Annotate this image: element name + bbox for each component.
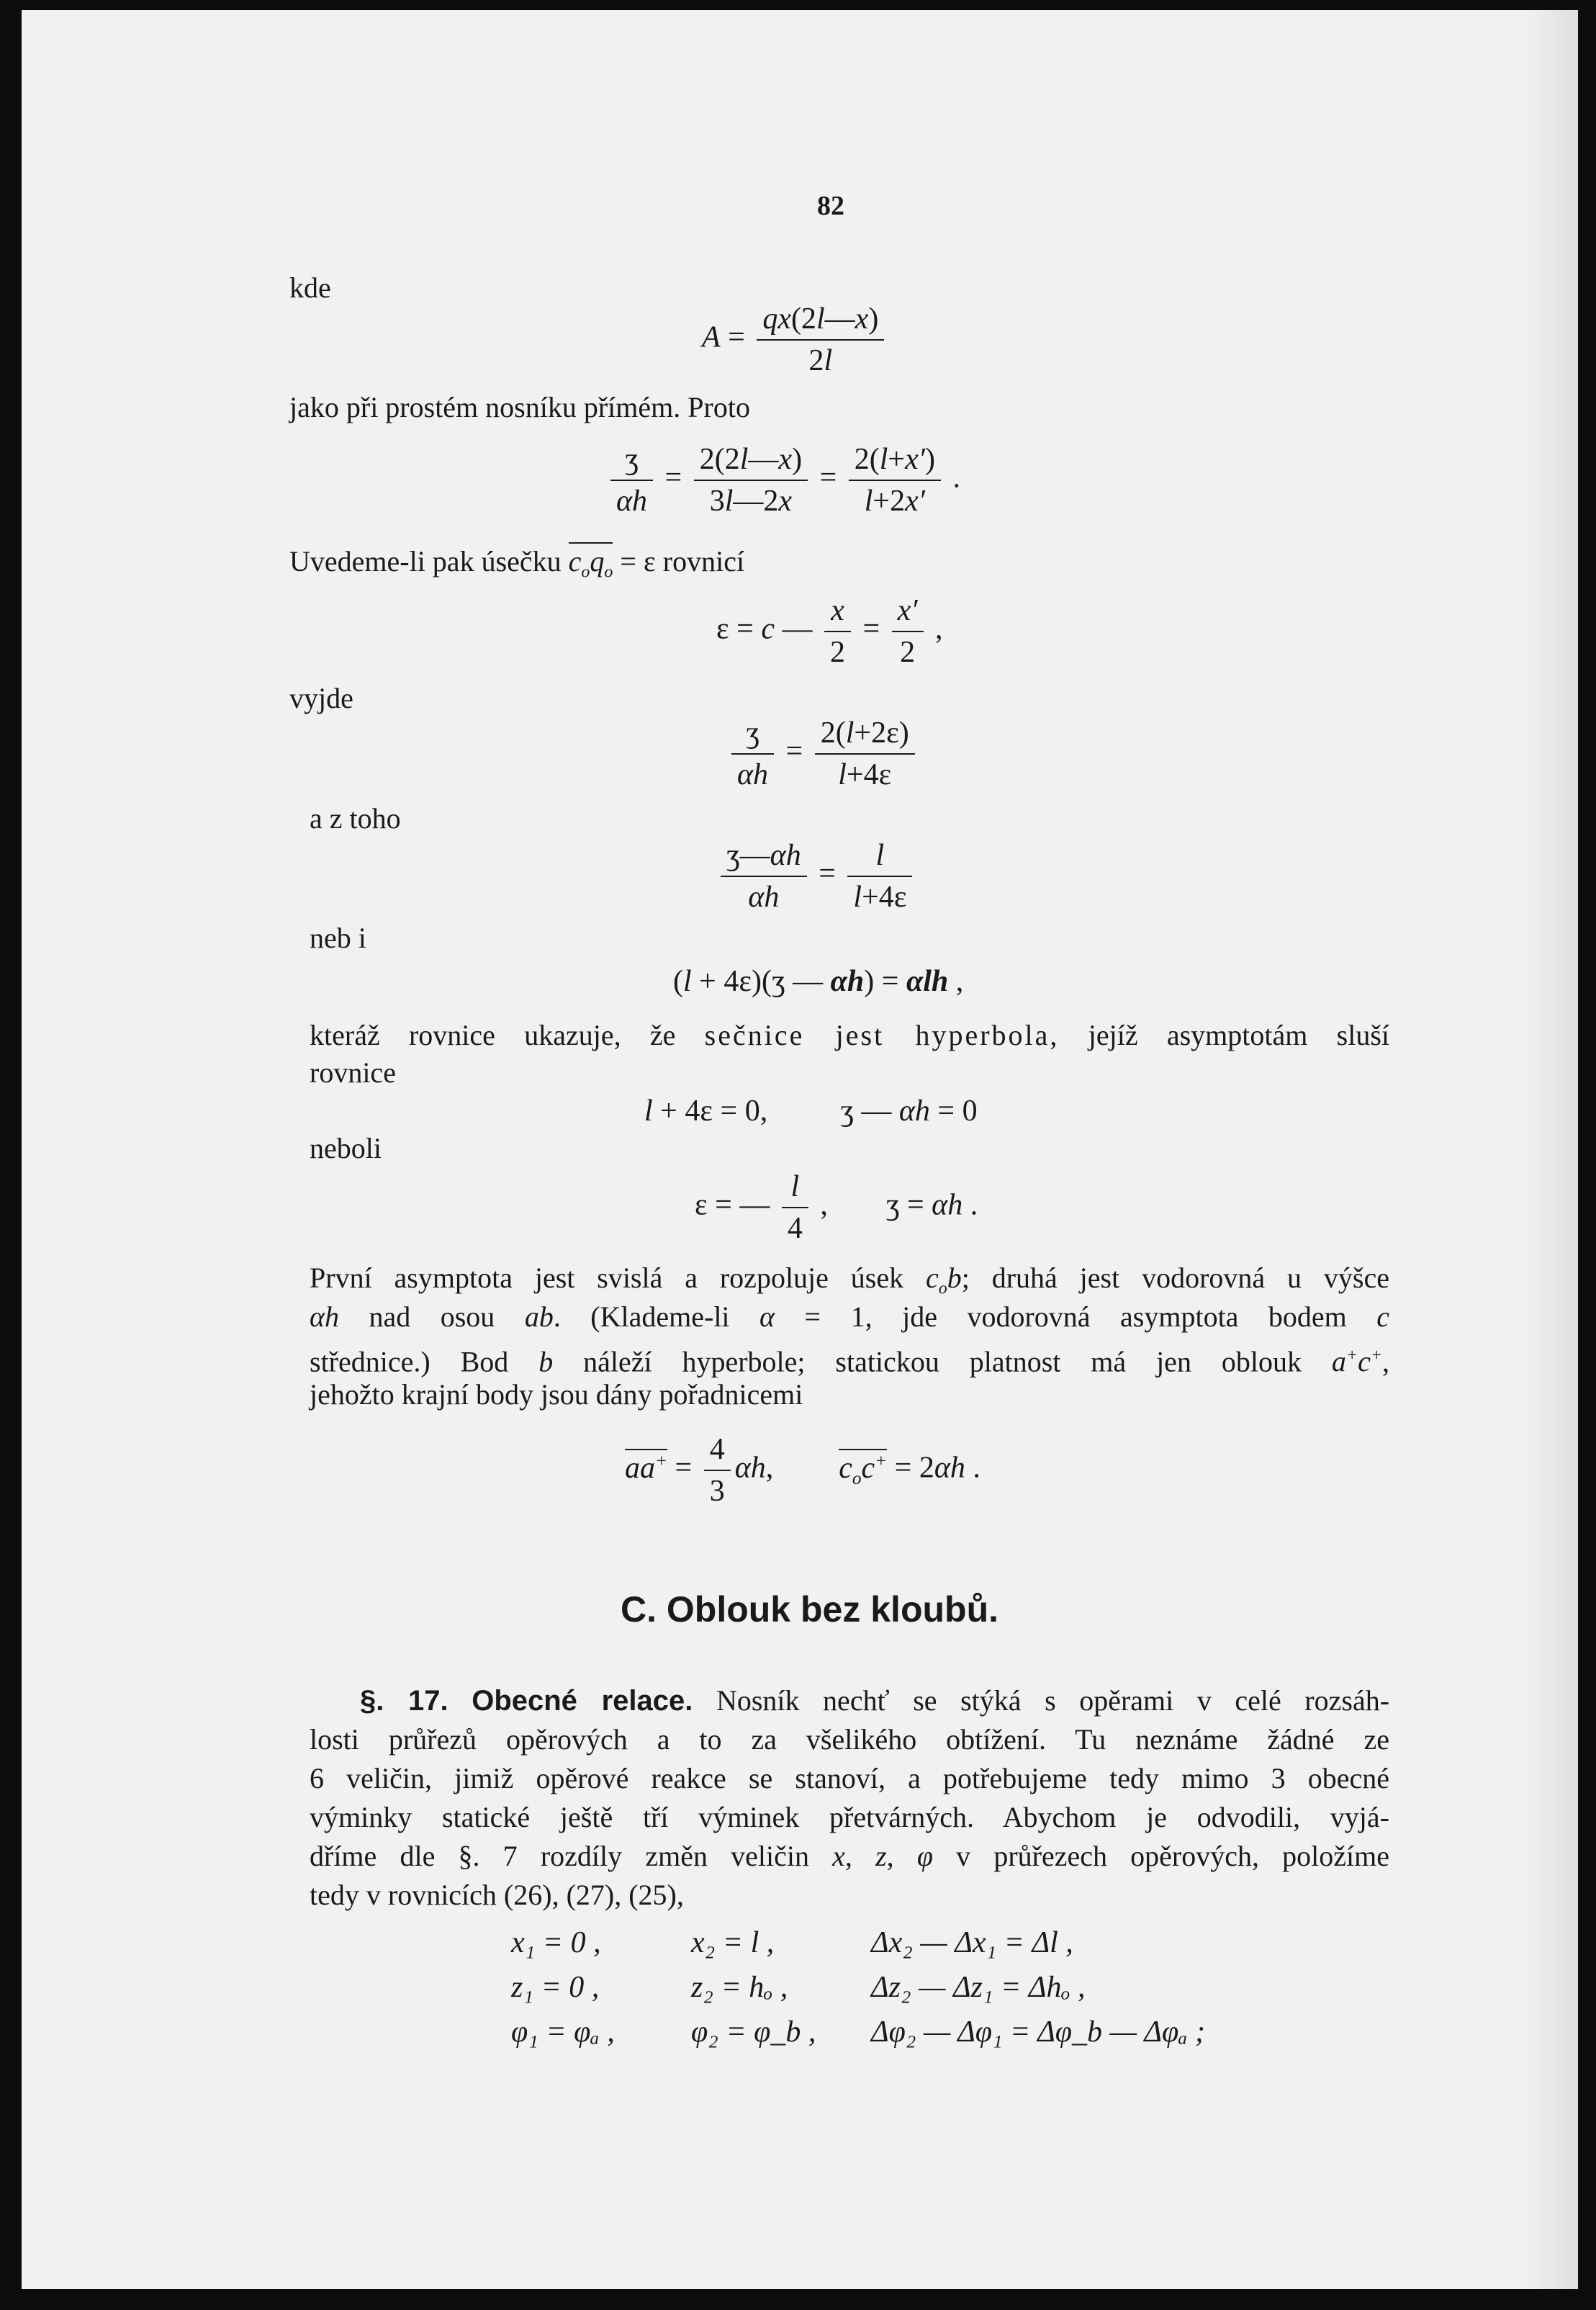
page-number: 82 xyxy=(817,191,844,221)
section17-line6: tedy v rovnicích (26), (27), (25), xyxy=(310,1879,684,1911)
scanned-page xyxy=(22,10,1578,2289)
label-neb-i: neb i xyxy=(310,922,366,954)
boundary-equations xyxy=(511,1925,1205,2059)
text-jako: jako při prostém nosníku přímém. Proto xyxy=(289,391,750,423)
paragraph1-line3: střednice.) Bod b náleží hyperbole; statickou platnost má jen oblouk a+c+, xyxy=(310,1345,1390,1378)
equation-vyjde: $\frac{\text{ʒ}}{\alpha h}$ = $\frac{\text{2(l+2ɛ)}}{\text{l+4ɛ}}$ xyxy=(727,716,919,792)
equation-row xyxy=(511,2015,1205,2059)
equation-A: A = $\frac{qx(2l—x)}{2l}$ xyxy=(702,302,888,378)
label-vyjde: vyjde xyxy=(289,682,353,714)
section17-line5: dříme dle §. 7 rozdíly změn veličin x, z, φ v průřezech opěrových, položíme xyxy=(310,1840,1389,1872)
section17-line1: §. 17. Obecné relace. Nosník nechť se stýká s opěrami v celé rozsáh- xyxy=(360,1684,1390,1717)
text-uvedeme: Uvedeme-li pak úsečku $c_oq_o$ = ɛ rovnicí xyxy=(289,543,744,590)
equation-neboli: ɛ = — $\frac{l}{4}$ , ʒ = αh . xyxy=(695,1170,978,1245)
text-ktera-line2: rovnice xyxy=(310,1056,396,1089)
equation-xi: ɛ = c — $\frac{x}{2}$ = $\frac{x'}{2}$ , xyxy=(716,594,943,669)
equation-cell: φ₁ = φₐ , xyxy=(511,2015,615,2049)
equation-cell: z₁ = 0 , xyxy=(511,1971,600,2004)
equation-cell: φ₂ = φ_b , xyxy=(691,2015,816,2049)
label-neboli: neboli xyxy=(310,1132,382,1164)
paragraph1-line1: První asymptota jest svislá a rozpoluje úsek $c_ob$; druhá jest vodorovná u výšce xyxy=(310,1262,1389,1298)
equation-ordinates: aa+ = $\frac{4}{3}$ αh, $c_oc^+ = 2\alpha h$ . xyxy=(625,1433,980,1508)
equation-asymptotes: l + 4ɛ = 0, ʒ — αh = 0 xyxy=(644,1095,978,1128)
equation-cell: x₂ = l , xyxy=(691,1926,775,1959)
section17-line2: losti průřezů opěrových a to za všelikého obtížení. Tu neznáme žádné ze xyxy=(310,1723,1389,1756)
equation-cell: z₂ = hₒ , xyxy=(691,1971,788,2004)
equation-row xyxy=(511,1970,1205,2015)
paragraph1-line2: αh nad osou ab. (Klademe-li α = 1, jde vodorovná asymptota bodem c xyxy=(310,1300,1390,1333)
equation-neb-i: (l + 4ɛ)(ʒ — αh) = αlh , xyxy=(673,965,964,998)
equation-cell: Δz₂ — Δz₁ = Δhₒ , xyxy=(871,1971,1086,2004)
equation-cell: Δφ₂ — Δφ₁ = Δφ_b — Δφₐ ; xyxy=(871,2015,1206,2049)
label-a-z-toho: a z toho xyxy=(310,802,401,835)
section-heading: C. Oblouk bez kloubů. xyxy=(621,1589,998,1630)
section17-line4: výminky statické ještě tří výminek přetvárných. Abychom je odvodili, vyjá- xyxy=(310,1801,1389,1833)
equation-cell: Δx₂ — Δx₁ = Δl , xyxy=(871,1926,1073,1959)
equation-cell: x₁ = 0 , xyxy=(511,1926,601,1959)
section17-line3: 6 veličin, jimiž opěrové reakce se stanoví, a potřebujeme tedy mimo 3 obecné xyxy=(310,1762,1389,1794)
label-kde: kde xyxy=(289,271,331,304)
equation-row xyxy=(511,1925,1205,1970)
equation-a-z-toho: $\frac{\text{ʒ—αh}}{\alpha h}$ = $\frac{l}{\text{l+4ɛ}}$ xyxy=(716,838,916,914)
text-ktera-line1: kteráž rovnice ukazuje, že sečnice jest hyperbola, jejíž asymptotám sluší xyxy=(310,1019,1390,1051)
page-edge-shadow xyxy=(1528,10,1578,2289)
equation-ratio: $\frac{\text{ʒ}}{\alpha h}$ = $\frac{2(2l—x)}{3l—2x}$ = $\frac{2(l+x')}{l+2x'}$ . xyxy=(606,442,960,518)
paragraph1-line4: jehožto krajní body jsou dány pořadnicemi xyxy=(310,1378,803,1411)
